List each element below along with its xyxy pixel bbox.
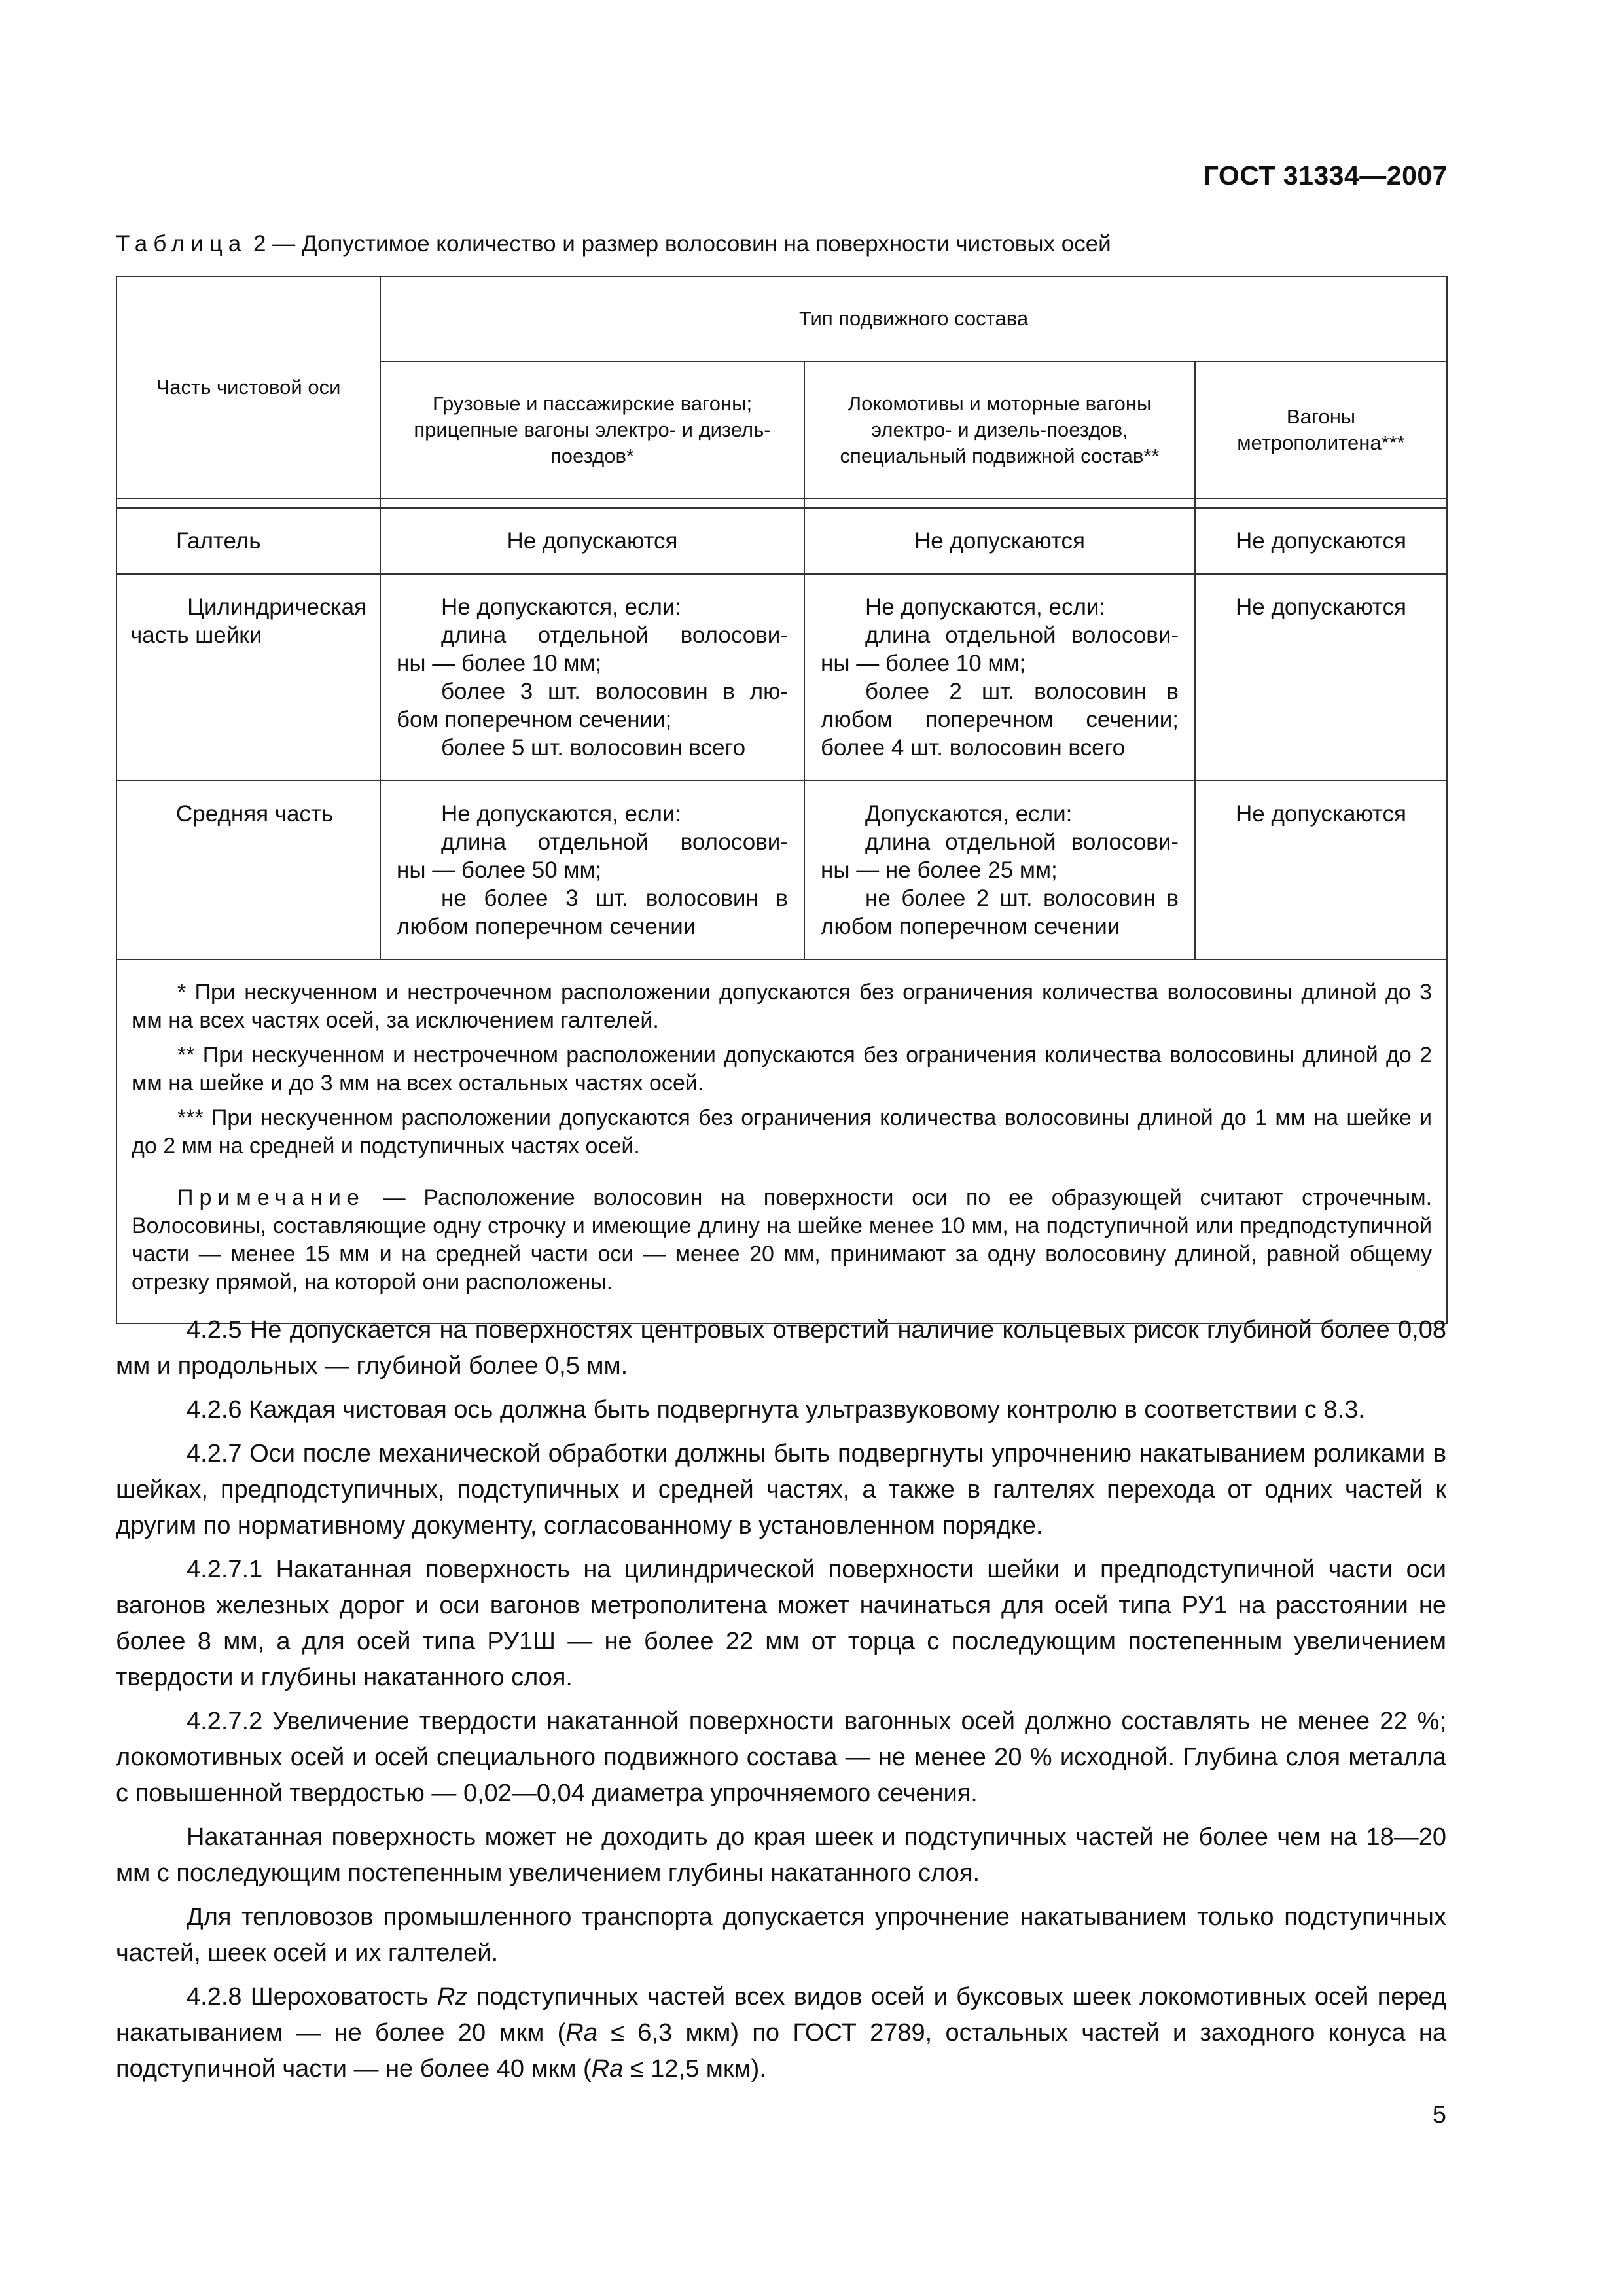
header-separator bbox=[116, 499, 1447, 508]
footnote: *** При нескученном расположении допускаются без ограничения количества волосовины длиной до 1 мм на шейке и до 2 мм на средней и подступичных частях осей. bbox=[132, 1105, 1433, 1158]
paragraph-rolled-surface: Накатанная поверхность может не доходить до края шеек и подступичных частей не более чем на 18—20 мм с последующим постепенным увеличением глубины накатанного слоя. bbox=[116, 1823, 1446, 1887]
table-caption-text: 2 — Допустимое количество и размер волосовин на поверхности чистовых осей bbox=[247, 231, 1111, 257]
header-axle-part bbox=[116, 276, 380, 499]
header-metro bbox=[1195, 361, 1447, 499]
paragraph-4-2-7: 4.2.7 Оси после механической обработки должны быть подвергнуты упрочнению накатыванием роликами в шейках, предподступичных, подступичных и средней частях, а также в галтелях перехода от одних частей к другим по нормативному документу, согласованному в установленном порядке. bbox=[116, 1440, 1446, 1539]
paragraph-4-2-8: 4.2.8 Шероховатость Rz подступичных частей всех видов осей и буксовых шеек локомотивных осей перед накатыванием — не более 20 мкм (Ra ≤ 6,3 мкм) по ГОСТ 2789, остальных частей и заходного конуса на подступичной части — не более 40 мкм (Ra ≤ 12,5 мкм). bbox=[116, 1983, 1447, 2083]
hair-defects-table bbox=[116, 276, 1448, 1324]
table-caption bbox=[116, 231, 1444, 257]
header-locomotives bbox=[804, 361, 1195, 499]
row-cell: Не допускаются bbox=[1195, 574, 1447, 781]
table-remark bbox=[132, 1184, 1432, 1297]
paragraph-diesel-locomotives: Для тепловозов промышленного транспорта допускается упрочнение накатыванием только подступичных частей, шеек осей и их галтелей. bbox=[116, 1903, 1446, 1967]
page-number: 5 bbox=[1432, 2101, 1446, 2128]
row-cell: Не допускаются bbox=[1195, 781, 1447, 960]
row-cell: Не допускаются bbox=[1195, 508, 1447, 574]
table-notes-row bbox=[116, 960, 1447, 1323]
footnote: * При нескученном и нестрочечном расположении допускаются без ограничения количества волосовины длиной до 3 мм на всех частях осей, за исключением галтелей. bbox=[132, 980, 1433, 1033]
remark-word: Примечание bbox=[177, 1185, 365, 1210]
table-header-row bbox=[116, 276, 1447, 361]
table-row bbox=[116, 574, 1447, 781]
paragraph-4-2-7-1: 4.2.7.1 Накатанная поверхность на цилиндрической поверхности шейки и предподступичной части оси вагонов железных дорог и оси вагонов метрополитена может начинаться для осей типа РУ1 на расстоянии не более 8 мм, а для осей типа РУ1Ш — не более 22 мм от торца с последующим постепенным увеличением твердости и глубины накатанного слоя. bbox=[116, 1556, 1446, 1691]
row-cell: Допускаются, если: длина отдельной волосови- ны — не более 25 мм; не более 2 шт. волосовин в любом поперечном сечении bbox=[804, 781, 1195, 960]
header-rolling-stock-type-label: Тип подвижного состава bbox=[798, 307, 1029, 330]
row-cell: Не допускаются, если: длина отдельной волосови- ны — более 50 мм; не более 3 шт. волосовин в любом поперечном сечении bbox=[380, 781, 804, 960]
header-axle-part-label: Часть чистовой оси bbox=[156, 376, 341, 399]
header-rolling-stock-type bbox=[380, 276, 1447, 361]
row-part-name: Средняя часть bbox=[116, 781, 380, 960]
table-notes bbox=[116, 960, 1447, 1323]
table-row bbox=[116, 781, 1447, 960]
paragraph-4-2-7-2: 4.2.7.2 Увеличение твердости накатанной поверхности вагонных осей должно составлять не менее 22 %; локомотивных осей и осей специального подвижного состава — не менее 20 % исходной. Глубина слоя металла с повышенной твердостью — 0,02—0,04 диаметра упрочняемого сечения. bbox=[116, 1708, 1446, 1807]
row-cell: Не допускаются bbox=[804, 508, 1195, 574]
ra-symbol: Ra bbox=[565, 2019, 597, 2047]
table-caption-word: Таблица bbox=[116, 231, 247, 257]
header-metro-label: Вагоны метрополитена*** bbox=[1237, 405, 1405, 454]
paragraph-4-2-6: 4.2.6 Каждая чистовая ось должна быть подвергнута ультразвуковому контролю в соответствии с 8.3. bbox=[187, 1396, 1365, 1424]
header-freight-passenger bbox=[380, 361, 804, 499]
row-cell: Не допускаются, если: длина отдельной волосови- ны — более 10 мм; более 3 шт. волосовин в лю- бом поперечном сечении; более 5 шт. волосовин всего bbox=[380, 574, 804, 781]
footnote: ** При нескученном и нестрочечном расположении допускаются без ограничения количества волосовины длиной до 2 мм на шейке и до 3 мм на всех остальных частях осей. bbox=[132, 1043, 1433, 1096]
header-locomotives-label: Локомотивы и моторные вагоны электро- и дизель-поездов, специальный подвижной состав** bbox=[840, 392, 1160, 467]
row-cell: Не допускаются bbox=[380, 508, 804, 574]
header-freight-passenger-label: Грузовые и пассажирские вагоны; прицепные вагоны электро- и дизель-поездов* bbox=[414, 392, 771, 467]
remark-text: — Расположение волосовин на поверхности оси по ее образующей считают строчечным. Волосовины, составляющие одну строчку и имеющие длину на шейке менее 10 мм, на подступичной или предподступичной части — менее 15 мм и на средней части оси — менее 20 мм, принимают за одну волосовину длиной, равной общему отрезку прямой, на которой они расположены. bbox=[132, 1185, 1433, 1295]
paragraph-4-2-5: 4.2.5 Не допускается на поверхностях центровых отверстий наличие кольцевых рисок глубиной более 0,08 мм и продольных — глубиной более 0,5 мм. bbox=[116, 1316, 1446, 1380]
rz-symbol: Rz bbox=[437, 1983, 468, 2011]
ra-symbol: Ra bbox=[591, 2055, 624, 2083]
row-part-name: Галтель bbox=[116, 508, 380, 574]
row-cell: Не допускаются, если: длина отдельной волосови- ны — более 10 мм; более 2 шт. волосовин в любом поперечном сечении; более 4 шт. волосовин всего bbox=[804, 574, 1195, 781]
document-standard-id: ГОСТ 31334—2007 bbox=[1203, 160, 1448, 190]
body-text bbox=[116, 1312, 1446, 2095]
row-part-name: Цилиндрическая часть шейки bbox=[116, 574, 380, 781]
table-row bbox=[116, 508, 1447, 574]
